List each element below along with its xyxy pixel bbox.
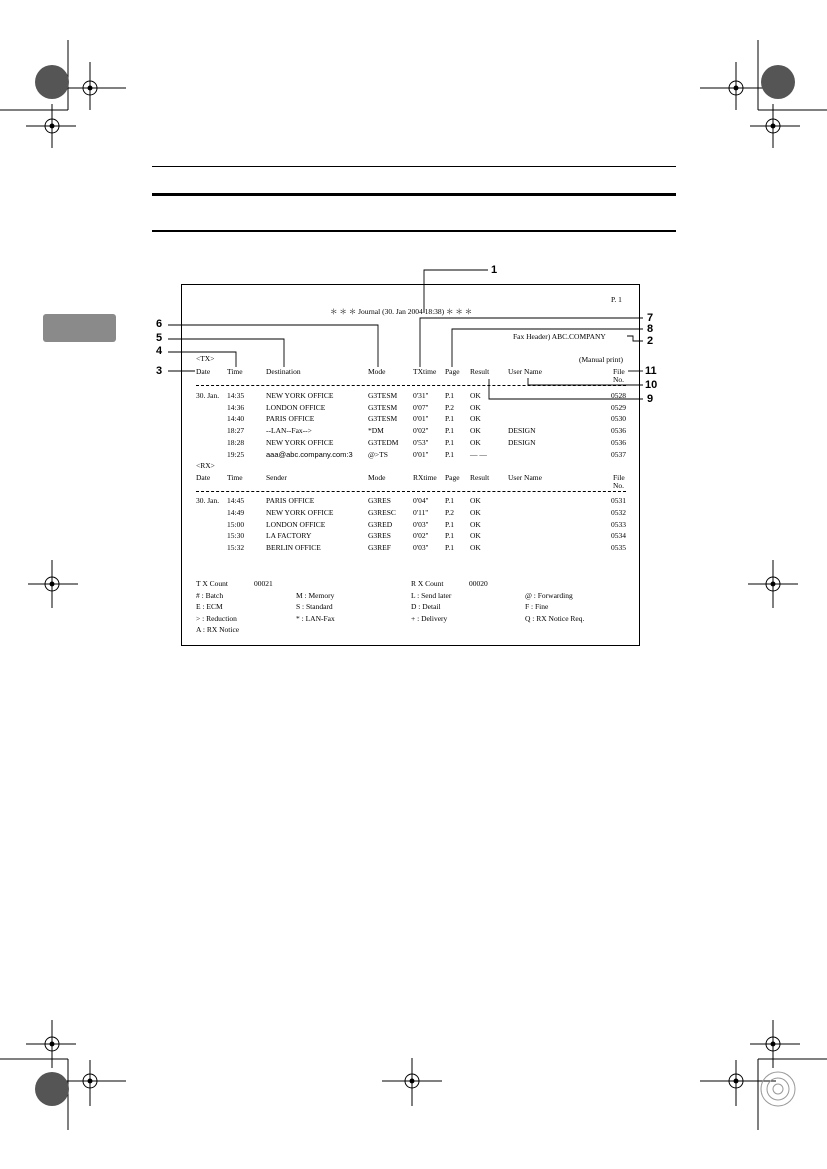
tx-cell-result: — — (470, 449, 487, 459)
rx-cell-rxtime: 0'11'' (413, 507, 429, 517)
tx-cell-page: P.1 (445, 449, 454, 459)
tx-cell-txtime: 0'07'' (413, 402, 429, 412)
rx-cell-mode: G3RES (368, 531, 391, 541)
tx-cell-page: P.1 (445, 426, 454, 436)
legend-item: + : Delivery (411, 613, 448, 623)
rx-col-rxtime: RXtime (413, 473, 437, 482)
rx-cell-mode: G3RES (368, 496, 391, 505)
rx-col-sender: Sender (266, 473, 287, 482)
rx-col-mode: Mode (368, 473, 386, 482)
tx-col-page: Page (445, 367, 460, 376)
legend-item: * : LAN-Fax (296, 613, 335, 623)
tx-cell-time: 19:25 (227, 449, 245, 459)
rx-cell-time: 15:00 (227, 519, 245, 529)
legend-item: @ : Forwarding (525, 591, 573, 600)
callout-6: 6 (156, 318, 163, 330)
rx-cell-result: OK (470, 496, 481, 505)
tx-cell-time: 18:28 (227, 437, 245, 447)
rx-col-time: Time (227, 473, 243, 482)
tx-cell-result: OK (470, 391, 481, 400)
tx-cell-result: OK (470, 414, 481, 424)
manual-print: (Manual print) (579, 355, 623, 364)
legend-item: L : Send later (411, 591, 452, 600)
rx-cell-rxtime: 0'04'' (413, 496, 429, 505)
tx-cell-date: 30. Jan. (196, 391, 220, 400)
tx-col-result: Result (470, 367, 490, 376)
rx-cell-file: 0531 (611, 496, 626, 505)
tx-col-file-no: No. (613, 375, 625, 384)
legend-item: F : Fine (525, 602, 549, 612)
tx-cell-txtime: 0'01'' (413, 414, 429, 424)
legend-item: S : Standard (296, 602, 333, 612)
rx-cell-file: 0532 (611, 507, 626, 517)
tx-col-time: Time (227, 367, 243, 376)
tx-cell-mode: *DM (368, 426, 384, 436)
tx-cell-dest: LONDON OFFICE (266, 402, 326, 412)
tx-col-destination: Destination (266, 367, 301, 376)
legend-item: # : Batch (196, 591, 224, 600)
rx-count-value: 00020 (469, 579, 488, 588)
rx-divider (196, 491, 626, 492)
tx-col-mode: Mode (368, 367, 386, 376)
rx-cell-file: 0535 (611, 543, 626, 553)
rx-cell-mode: G3REF (368, 543, 391, 553)
tx-cell-mode: G3TESM (368, 391, 398, 400)
tx-cell-file: 0528 (611, 391, 626, 400)
rx-cell-sender: LONDON OFFICE (266, 519, 326, 529)
tx-section-label: <TX> (196, 354, 215, 363)
rx-section-label: <RX> (196, 461, 215, 470)
tx-cell-user: DESIGN (508, 426, 536, 436)
tx-cell-file: 0529 (611, 402, 626, 412)
callout-11: 11 (645, 365, 657, 377)
rx-col-file-no: No. (613, 481, 625, 490)
tx-cell-file: 0536 (611, 426, 626, 436)
rx-cell-mode: G3RESC (368, 507, 396, 517)
fax-header: Fax Header) ABC.COMPANY (513, 332, 606, 341)
callout-8: 8 (647, 323, 654, 335)
page-number: P. 1 (611, 295, 622, 304)
callout-4: 4 (156, 345, 163, 357)
tx-cell-page: P.2 (445, 402, 454, 412)
tx-cell-file: 0536 (611, 437, 626, 447)
rx-cell-page: P.2 (445, 507, 454, 517)
callout-9: 9 (647, 393, 654, 405)
rx-cell-sender: BERLIN OFFICE (266, 543, 321, 553)
callout-7: 7 (647, 312, 654, 324)
tx-cell-file: 0530 (611, 414, 626, 424)
rx-cell-page: P.1 (445, 519, 454, 529)
rx-cell-result: OK (470, 507, 481, 517)
callout-2: 2 (647, 335, 654, 347)
rx-cell-file: 0533 (611, 519, 626, 529)
rx-cell-result: OK (470, 543, 481, 553)
tx-cell-result: OK (470, 426, 481, 436)
tx-cell-mode: G3TESM (368, 402, 398, 412)
tx-cell-file: 0537 (611, 449, 626, 459)
rx-cell-rxtime: 0'02'' (413, 531, 429, 541)
rx-cell-page: P.1 (445, 496, 454, 505)
tx-cell-time: 14:36 (227, 402, 245, 412)
legend-item: > : Reduction (196, 613, 237, 623)
tx-count-value: 00021 (254, 579, 273, 588)
callout-1: 1 (491, 264, 498, 276)
rx-cell-time: 14:49 (227, 507, 245, 517)
tx-cell-result: OK (470, 402, 481, 412)
tx-cell-mode: G3TESM (368, 414, 398, 424)
tx-cell-result: OK (470, 437, 481, 447)
rx-col-result: Result (470, 473, 490, 482)
tx-cell-mode: @>TS (368, 449, 388, 459)
tx-cell-user: DESIGN (508, 437, 536, 447)
tx-count-label: T X Count (196, 579, 228, 588)
tx-cell-page: P.1 (445, 391, 454, 400)
rx-cell-page: P.1 (445, 543, 454, 553)
rx-col-user: User Name (508, 473, 542, 482)
rx-cell-date: 30. Jan. (196, 496, 220, 505)
tx-cell-dest: PARIS OFFICE (266, 414, 315, 424)
tx-cell-time: 18:27 (227, 426, 245, 436)
tx-divider (196, 385, 626, 386)
tx-col-user: User Name (508, 367, 542, 376)
rx-cell-result: OK (470, 519, 481, 529)
rx-cell-time: 14:45 (227, 496, 245, 505)
tx-cell-dest: NEW YORK OFFICE (266, 391, 334, 400)
callout-3: 3 (156, 365, 163, 377)
legend-item: A : RX Notice (196, 624, 240, 634)
rx-cell-time: 15:32 (227, 543, 245, 553)
tx-cell-txtime: 0'31'' (413, 391, 429, 400)
tx-cell-time: 14:40 (227, 414, 245, 424)
tx-cell-page: P.1 (445, 414, 454, 424)
tx-cell-mode: G3TEDM (368, 437, 399, 447)
tx-cell-dest: NEW YORK OFFICE (266, 437, 334, 447)
rx-cell-result: OK (470, 531, 481, 541)
tx-cell-txtime: 0'02'' (413, 426, 429, 436)
rx-col-file: File (613, 473, 625, 482)
rx-col-page: Page (445, 473, 460, 482)
callout-10: 10 (645, 379, 658, 391)
tx-cell-dest: --LAN--Fax--> (266, 426, 312, 436)
tx-col-txtime: TXtime (413, 367, 437, 376)
legend-item: Q : RX Notice Req. (525, 613, 585, 623)
rx-cell-mode: G3RED (368, 519, 393, 529)
tx-cell-page: P.1 (445, 437, 454, 447)
tx-cell-txtime: 0'53'' (413, 437, 429, 447)
tx-cell-txtime: 0'01'' (413, 449, 429, 459)
legend-item: M : Memory (296, 591, 335, 600)
rx-cell-sender: LA FACTORY (266, 531, 312, 541)
tx-cell-dest: aaa@abc.company.com:3 (266, 449, 353, 459)
tx-col-file: File (613, 367, 625, 376)
legend-item: E : ECM (196, 602, 223, 612)
rx-cell-rxtime: 0'03'' (413, 519, 429, 529)
callout-5: 5 (156, 332, 163, 344)
rx-cell-sender: PARIS OFFICE (266, 496, 315, 505)
rx-cell-sender: NEW YORK OFFICE (266, 507, 334, 517)
tx-col-date: Date (196, 367, 211, 376)
rx-cell-file: 0534 (611, 531, 626, 541)
rx-cell-rxtime: 0'03'' (413, 543, 429, 553)
rx-cell-time: 15:30 (227, 531, 245, 541)
rx-count-label: R X Count (411, 579, 444, 588)
tx-cell-time: 14:35 (227, 391, 245, 400)
rx-cell-page: P.1 (445, 531, 454, 541)
rx-col-date: Date (196, 473, 211, 482)
journal-title: ＊ ＊ ＊ Journal (30. Jan 2004 18:38) ＊ ＊ ＊ (330, 307, 473, 316)
legend-item: D : Detail (411, 602, 441, 612)
